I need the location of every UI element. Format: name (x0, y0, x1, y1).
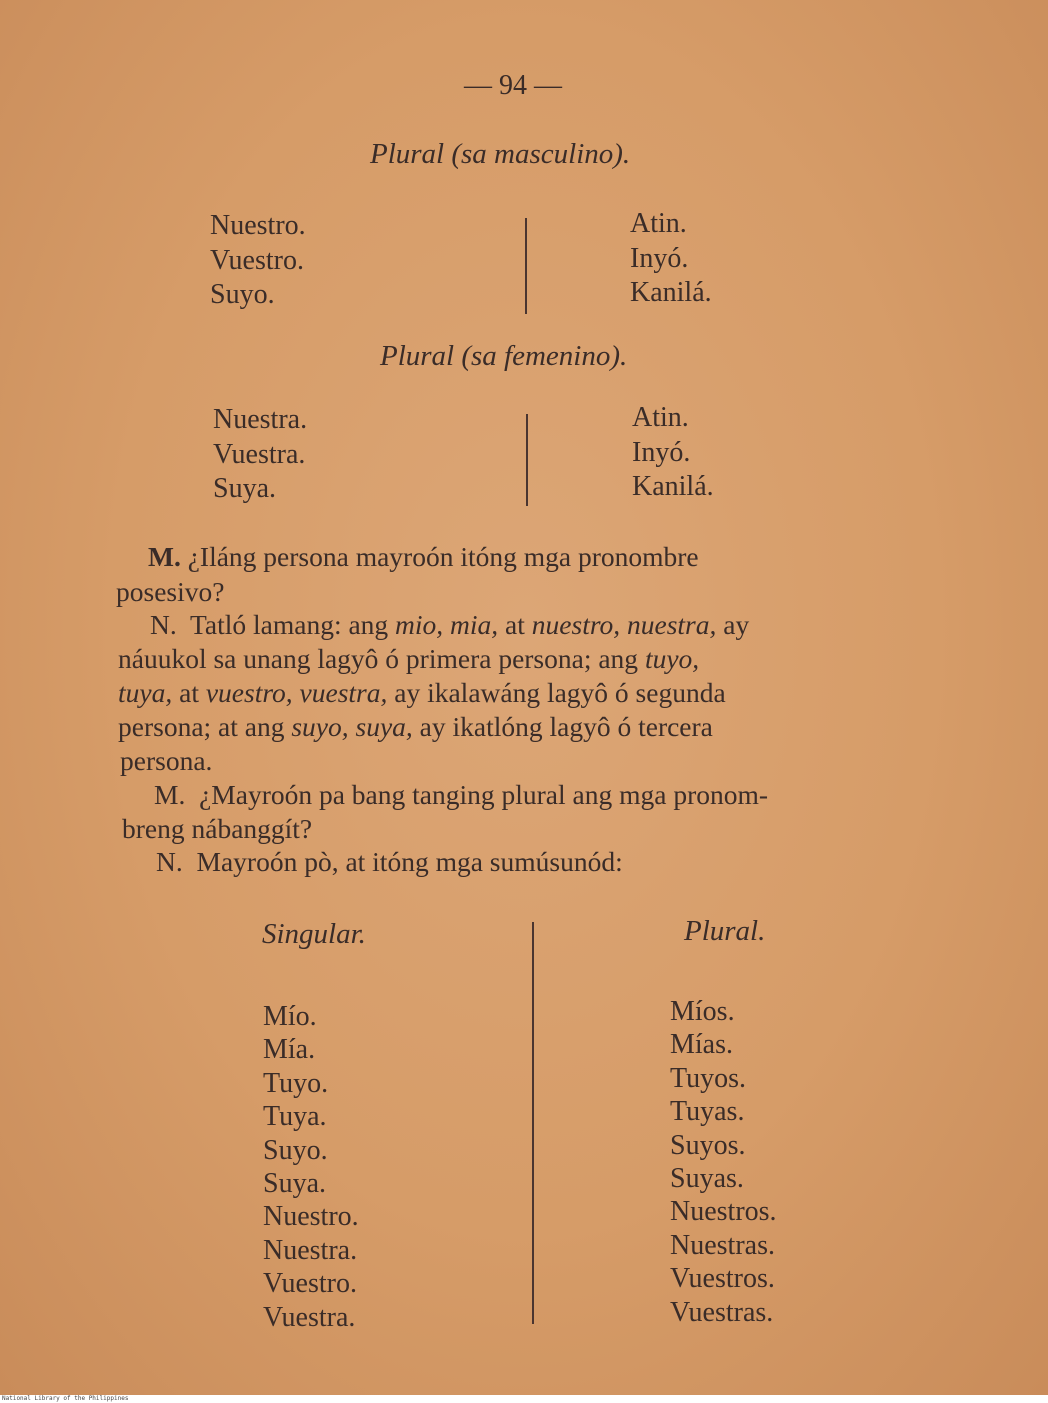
answer-1-italic-tuya: tuya, (118, 677, 173, 708)
answer-1-tag: N. (150, 609, 177, 640)
footer-credit: National Library of the Philippines (2, 1395, 129, 1402)
plural-item: Tuyos. (670, 1062, 747, 1094)
answer-1-italic-tuyo: tuyo, (644, 643, 700, 674)
feminine-tagalog-2: Inyó. (632, 436, 691, 468)
masculine-tagalog-2: Inyó. (630, 242, 689, 274)
feminine-heading: Plural (sa femenino). (380, 340, 628, 372)
question-1-line-2: posesivo? (116, 576, 225, 607)
singular-item: Vuestro. (263, 1268, 357, 1300)
singular-item: Suyo. (263, 1134, 328, 1166)
question-2-text: ¿Mayroón pa bang tanging plural ang mga pronom- (199, 779, 769, 810)
plural-item: Tuyas. (670, 1096, 745, 1128)
answer-1-line-3-text-b: at (172, 677, 206, 708)
feminine-spanish-2: Vuestra. (213, 438, 306, 470)
question-1-text: ¿Iláng persona mayroón itóng mga pronombre (187, 541, 699, 572)
feminine-divider (526, 414, 528, 506)
feminine-spanish-1: Nuestra. (213, 404, 308, 435)
plural-item: Suyos. (670, 1129, 746, 1161)
singular-item: Nuestro. (263, 1201, 359, 1233)
answer-2-tag: N. (156, 846, 183, 877)
page-number: — 94 — (464, 70, 562, 101)
plural-item: Nuestras. (670, 1229, 775, 1261)
plural-item: Suyas. (670, 1163, 744, 1195)
answer-1-line-1 (150, 608, 749, 642)
answer-1-italic-vuestro: vuestro, vuestra, (205, 677, 388, 708)
plural-item: Mías. (670, 1029, 733, 1061)
answer-1-text-e: ay (716, 609, 750, 640)
answer-1-line-4-text-a: persona; at ang (118, 711, 292, 742)
singular-item: Tuyo. (263, 1067, 329, 1099)
answer-1-line-3 (118, 676, 726, 710)
plural-item: Vuestros. (670, 1263, 775, 1295)
answer-1-text-c: at (498, 609, 532, 640)
question-1-tag: M. (148, 541, 181, 572)
answer-1-line-4 (118, 710, 713, 744)
answer-1-italic-mio-mia: mio, mia, (395, 609, 499, 640)
singular-item: Vuestra. (263, 1301, 356, 1333)
answer-1-line-3-text-d: ay ikalawáng lagyô ó segunda (387, 677, 726, 708)
question-1-line-1 (148, 540, 948, 574)
answer-1-line-4-text-c: ay ikatlóng lagyô ó tercera (412, 711, 713, 742)
answer-1-line-2-text: náuukol sa unang lagyô ó primera persona; ang (118, 643, 645, 674)
table-divider (532, 922, 534, 1324)
plural-header: Plural. (684, 915, 766, 947)
masculine-tagalog-1: Atin. (630, 208, 687, 239)
feminine-tagalog-column (632, 401, 714, 505)
plural-item: Míos. (670, 996, 735, 1027)
singular-item: Mío. (263, 1001, 317, 1032)
feminine-spanish-3: Suya. (213, 473, 276, 504)
question-2-line-2: breng nábanggít? (122, 813, 313, 844)
masculine-spanish-3: Suyo. (210, 279, 275, 310)
answer-1-line-2 (118, 642, 699, 676)
answer-2-text: Mayroón pò, at itóng mga sumúsunód: (196, 846, 623, 877)
plural-item: Nuestros. (670, 1196, 777, 1228)
masculine-tagalog-3: Kanilá. (630, 277, 712, 308)
singular-item: Mía. (263, 1034, 316, 1066)
answer-2-line-1 (156, 845, 623, 879)
singular-item: Nuestra. (263, 1234, 358, 1266)
masculine-spanish-column (210, 209, 306, 313)
singular-column (263, 1000, 359, 1334)
masculine-spanish-1: Nuestro. (210, 210, 306, 241)
question-2-tag: M. (154, 779, 186, 810)
plural-column (670, 995, 777, 1329)
feminine-spanish-column (213, 403, 307, 507)
singular-item: Tuya. (263, 1101, 327, 1133)
answer-1-line-5: persona. (120, 745, 213, 776)
footer-strip (0, 1395, 1048, 1403)
masculine-spanish-2: Vuestro. (210, 244, 304, 276)
masculine-tagalog-column (630, 207, 712, 311)
masculine-heading: Plural (sa masculino). (370, 138, 631, 170)
plural-item: Vuestras. (670, 1296, 774, 1328)
answer-1-italic-nuestro: nuestro, nuestra, (531, 609, 717, 640)
question-2-line-1 (154, 778, 768, 812)
singular-item: Suya. (263, 1168, 326, 1200)
singular-header: Singular. (262, 918, 366, 950)
answer-1-italic-suyo: suyo, suya, (291, 711, 413, 742)
masculine-divider (525, 218, 527, 314)
feminine-tagalog-3: Kanilá. (632, 471, 714, 502)
feminine-tagalog-1: Atin. (632, 402, 689, 433)
answer-1-text-a: Tatló lamang: ang (190, 609, 396, 640)
